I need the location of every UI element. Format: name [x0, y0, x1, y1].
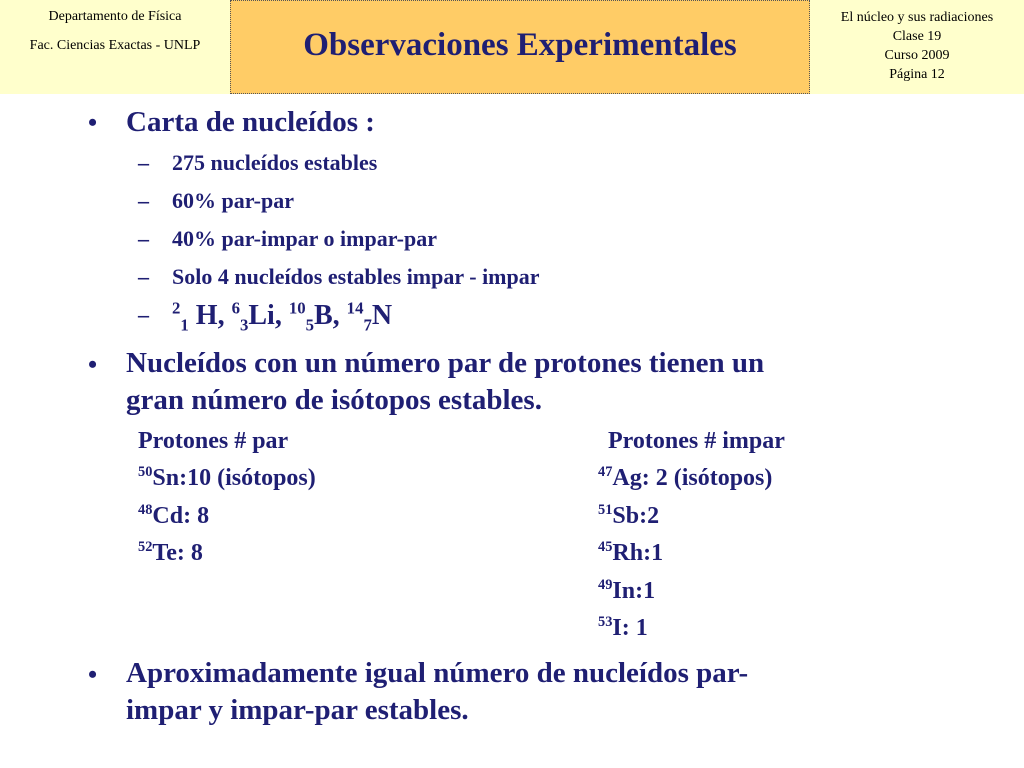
- sub-item: 40% par-impar o impar-par: [172, 226, 437, 251]
- even-isotope-row: $^{48}$Cd: 8: [138, 502, 210, 529]
- sub-item: 275 nucleídos estables: [172, 150, 378, 175]
- odd-protons-header: Protones # impar: [608, 428, 785, 454]
- bullet-dot-icon: •: [88, 108, 98, 137]
- nuclide-n: $^{14}_7$N: [346, 298, 393, 335]
- odd-isotope-row: $^{45}$Rh:1: [598, 539, 664, 566]
- even-isotope-row: $^{52}$Te: 8: [138, 539, 203, 566]
- dash-icon: –: [138, 302, 149, 327]
- page-number-label: Página 12: [889, 67, 945, 82]
- course-year-label: Curso 2009: [884, 48, 950, 63]
- bullet-dot-icon: •: [88, 660, 98, 689]
- header-title-box: [230, 0, 810, 94]
- sub-item: Solo 4 nucleídos estables impar - impar: [172, 264, 540, 289]
- department-label: Departamento de Física: [48, 9, 182, 24]
- dash-icon: –: [138, 226, 149, 251]
- nuclide-li: $^6_3$Li,: [231, 298, 282, 335]
- bullet-approx-equal-line1: Aproximadamente igual número de nucleídos par-: [126, 657, 749, 689]
- header-right-box: [810, 0, 1024, 94]
- bullet-dot-icon: •: [88, 350, 98, 379]
- bullet-chart-of-nuclides: Carta de nucleídos :: [126, 106, 375, 138]
- bullet-even-protons-line2: gran número de isótopos estables.: [126, 384, 542, 416]
- sub-item: 60% par-par: [172, 188, 295, 213]
- odd-isotope-row: $^{47}$Ag: 2 (isótopos): [598, 464, 773, 491]
- odd-isotope-row: $^{51}$Sb:2: [598, 502, 660, 529]
- even-protons-header: Protones # par: [138, 428, 289, 454]
- dash-icon: –: [138, 264, 149, 289]
- faculty-label: Fac. Ciencias Exactas - UNLP: [29, 38, 201, 53]
- class-label: Clase 19: [892, 29, 942, 44]
- nuclide-b: $^{10}_5$B,: [288, 298, 340, 335]
- dash-icon: –: [138, 188, 149, 213]
- dash-icon: –: [138, 150, 149, 175]
- page-title: Observaciones Experimentales: [303, 27, 737, 63]
- odd-odd-nuclides-list: [172, 298, 393, 335]
- nuclide-h: $^2_1$ H,: [172, 298, 225, 335]
- bullet-approx-equal-line2: impar y impar-par estables.: [126, 694, 469, 726]
- odd-isotope-row: $^{53}$I: 1: [598, 614, 648, 641]
- bullet-even-protons-line1: Nucleídos con un número par de protones tienen un: [126, 347, 765, 379]
- even-isotope-row: $^{50}$Sn:10 (isótopos): [138, 464, 316, 491]
- header-left-box: [0, 0, 230, 94]
- course-topic-label: El núcleo y sus radiaciones: [840, 10, 994, 25]
- odd-isotope-row: $^{49}$In:1: [598, 577, 656, 604]
